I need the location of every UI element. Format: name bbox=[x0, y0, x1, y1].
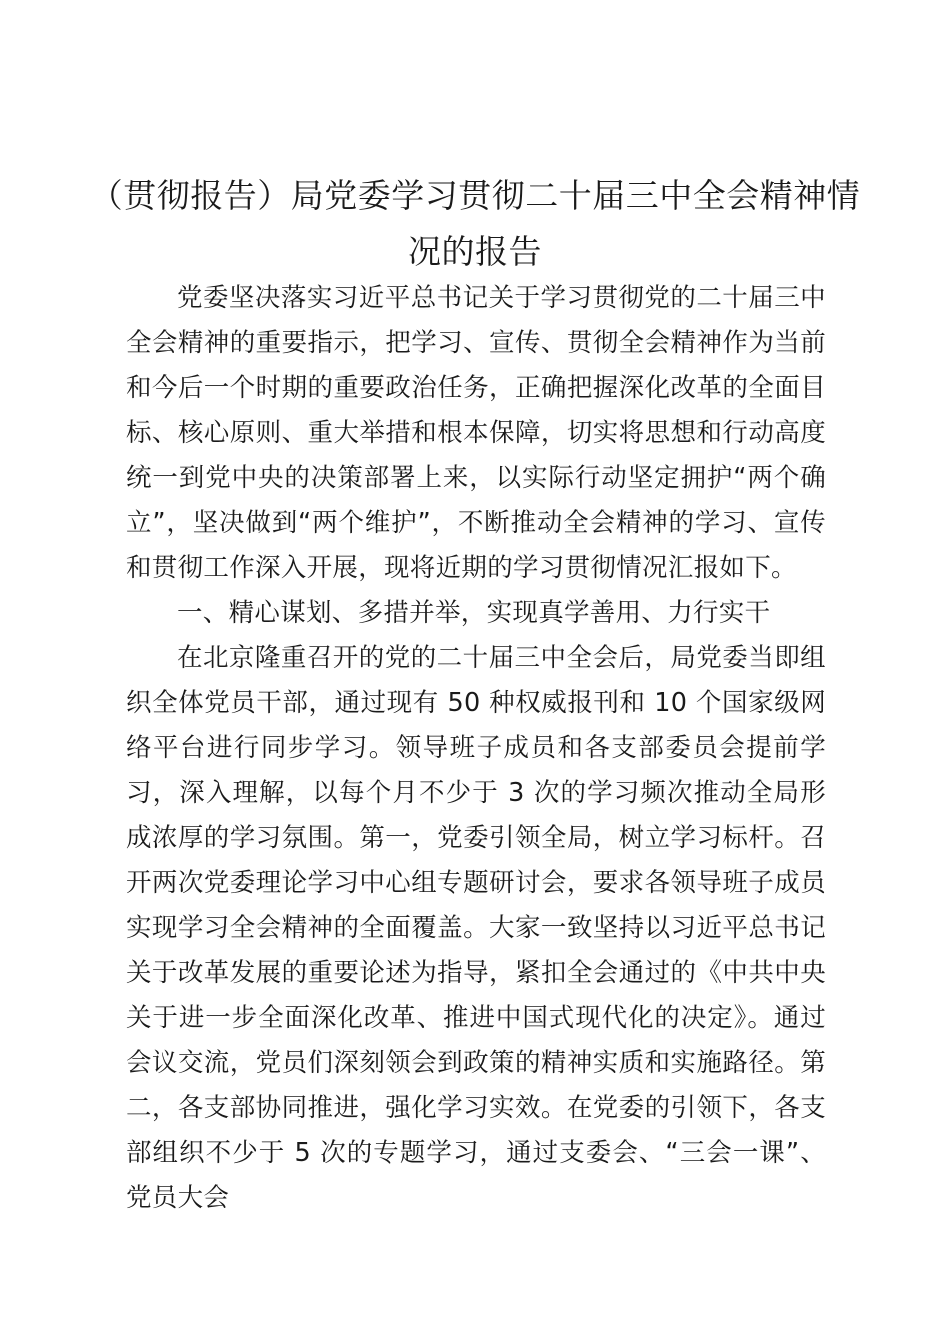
document-title: （贯彻报告）局党委学习贯彻二十届三中全会精神情况的报告 bbox=[89, 176, 861, 271]
document-body bbox=[126, 276, 826, 1221]
paragraph-intro: 党委坚决落实习近平总书记关于学习贯彻党的二十届三中全会精神的重要指示，把学习、宣传、贯彻全会精神作为当前和今后一个时期的重要政治任务，正确把握深化改革的全面目标、核心原则、重大举措和根本保障，切实将思想和行动高度统一到党中央的决策部署上来，以实际行动坚定拥护“两个确立”，坚决做到“两个维护”，不断推动全会精神的学习、宣传和贯彻工作深入开展，现将近期的学习贯彻情况汇报如下。 bbox=[126, 283, 826, 583]
paragraph-section-1: 在北京隆重召开的党的二十届三中全会后，局党委当即组织全体党员干部，通过现有 50 种权威报刊和 10 个国家级网络平台进行同步学习。领导班子成员和各支部委员会提前学习，深入理解，以每个月不少于 3 次的学习频次推动全局形成浓厚的学习氛围。第一，党委引领全局，树立学习标杆。召开两次党委理论学习中心组专题研讨会，要求各领导班子成员实现学习全会精神的全面覆盖。大家一致坚持以习近平总书记关于改革发展的重要论述为指导，紧扣全会通过的《中共中央关于进一步全面深化改革、推进中国式现代化的决定》。通过会议交流，党员们深刻领会到政策的精神实质和实施路径。第二，各支部协同推进，强化学习实效。在党委的引领下，各支部组织不少于 5 次的专题学习，通过支委会、“三会一课”、党员大会 bbox=[126, 643, 826, 1213]
section-heading-1: 一、精心谋划、多措并举，实现真学善用、力行实干 bbox=[177, 598, 771, 628]
